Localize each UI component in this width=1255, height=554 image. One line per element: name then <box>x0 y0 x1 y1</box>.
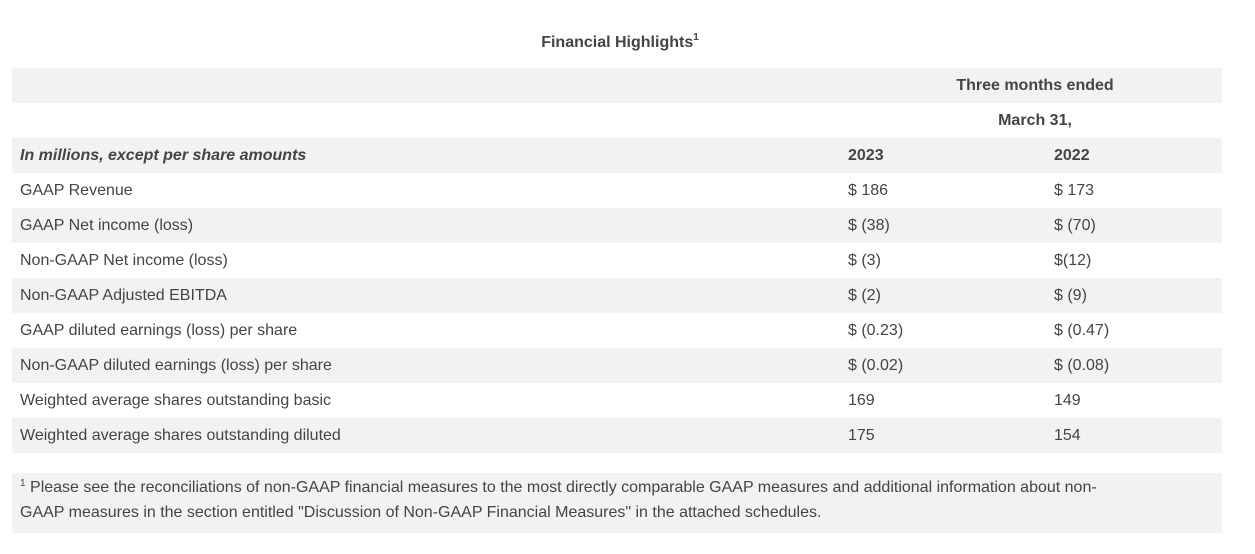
table-row <box>12 418 1222 453</box>
table-row <box>12 173 1222 208</box>
value-2022: $ (70) <box>1054 217 1096 234</box>
table-row <box>12 383 1222 418</box>
table-title-text: Financial Highlights <box>541 34 694 51</box>
footnote-box <box>12 473 1222 533</box>
footnote-text: Please see the reconciliations of non-GAAP financial measures to the most directly comparable GAAP measures and additional information about non-GAAP measures in the section entitled "Discussion of Non-GAAP Financial Measures" in the attached schedules. <box>20 479 1097 521</box>
column-header-2022: 2022 <box>1054 147 1090 164</box>
value-2022: $ (9) <box>1054 287 1087 304</box>
value-2022: 149 <box>1054 392 1081 409</box>
value-2023: $ (2) <box>848 287 881 304</box>
value-2022: $ (0.47) <box>1054 322 1110 339</box>
financial-highlights-table <box>12 68 1222 453</box>
period-date-heading: March 31, <box>998 112 1072 129</box>
value-2023: $ (0.02) <box>848 357 904 374</box>
table-title <box>0 34 1240 52</box>
units-label: In millions, except per share amounts <box>20 147 307 164</box>
value-2023: 169 <box>848 392 875 409</box>
row-label: Non-GAAP diluted earnings (loss) per share <box>20 357 332 374</box>
title-footnote-marker: 1 <box>693 32 699 43</box>
value-2023: $ (3) <box>848 252 881 269</box>
row-label: Weighted average shares outstanding basic <box>20 392 332 409</box>
header-row-columns <box>12 138 1222 173</box>
table-row <box>12 243 1222 278</box>
row-label: Weighted average shares outstanding diluted <box>20 427 341 444</box>
row-label: Non-GAAP Net income (loss) <box>20 252 228 269</box>
row-label: GAAP Revenue <box>20 182 133 199</box>
row-label: GAAP diluted earnings (loss) per share <box>20 322 298 339</box>
footnote <box>20 475 1100 525</box>
value-2022: $ 173 <box>1054 182 1095 199</box>
header-row-date <box>12 103 1222 138</box>
row-label: Non-GAAP Adjusted EBITDA <box>20 287 227 304</box>
footnote-marker: 1 <box>20 478 26 489</box>
value-2022: $ (0.08) <box>1054 357 1110 374</box>
table-row <box>12 313 1222 348</box>
value-2023: 175 <box>848 427 875 444</box>
row-label: GAAP Net income (loss) <box>20 217 194 234</box>
value-2023: $ 186 <box>848 182 889 199</box>
value-2023: $ (0.23) <box>848 322 904 339</box>
table-row <box>12 348 1222 383</box>
value-2023: $ (38) <box>848 217 890 234</box>
column-header-2023: 2023 <box>848 147 884 164</box>
value-2022: $(12) <box>1054 252 1092 269</box>
value-2022: 154 <box>1054 427 1081 444</box>
header-row-period <box>12 68 1222 103</box>
period-heading: Three months ended <box>956 77 1114 94</box>
table-row <box>12 278 1222 313</box>
table-row <box>12 208 1222 243</box>
